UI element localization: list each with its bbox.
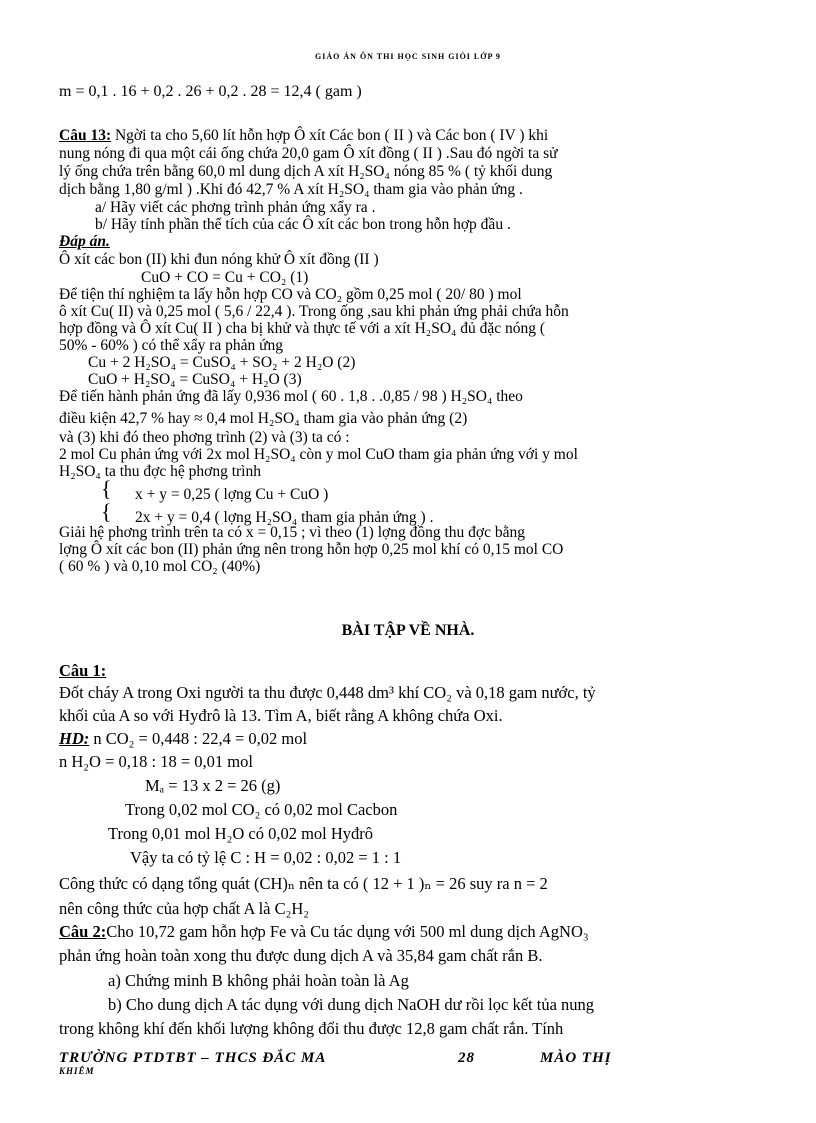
question-label: Câu 13: [59,127,112,144]
text-line: n CO₂ = 0,448 : 22,4 = 0,02 mol [89,729,308,748]
text-line: điều kiện 42,7 % hay ≈ 0,4 mol H₂SO₄ tham gia vào phản ứng (2) [59,410,468,427]
text-line: 2 mol Cu phản ứng với 2x mol H₂SO₄ còn y mol CuO tham gia phản ứng với y mol [59,446,578,463]
text-line: Ô xít các bon (II) khi đun nóng khử Ô xít đồng (II ) [59,251,379,268]
text-line: Để tiến hành phản ứng đã lấy 0,936 mol ( 60 . 1,8 . .0,85 / 98 ) H₂SO₄ theo [59,388,523,405]
text-line: b) Cho dung dịch A tác dụng với dung dịch NaOH dư rồi lọc kết tủa nung [108,995,595,1014]
text-line: Vậy ta có tỷ lệ C : H = 0,02 : 0,02 = 1 : 1 [130,848,402,867]
footer-author: MÀO THỊ [540,1050,612,1066]
text-line: a) Chứng minh B không phải hoàn toàn là Ag [108,971,409,990]
text-line: Trong 0,02 mol CO₂ có 0,02 mol Cacbon [125,800,398,819]
text-line: b/ Hãy tính phần thể tích của các Ô xít các bon trong hỗn hợp đầu . [95,216,511,233]
system-brace: { [101,499,112,524]
text-line: Giải hệ phơng trình trên ta có x = 0,15 ; vì theo (1) lợng đồng thu đợc bằng [59,524,525,541]
text-line: ô xít Cu( II) và 0,25 mol ( 5,6 / 22,4 ). Trong ống ,sau khi phản ứng phải chứa hỗn [59,303,569,320]
equation: CuO + CO = Cu + CO₂ (1) [141,269,309,286]
answer-label: Đáp án. [59,233,110,250]
text-line: nên công thức của hợp chất A là C₂H₂ [59,899,310,918]
text-line: H₂SO₄ ta thu đợc hệ phơng trình [59,463,261,480]
text-line: m = 0,1 . 16 + 0,2 . 26 + 0,2 . 28 = 12,4 ( gam ) [59,83,362,100]
text-line: Đốt cháy A trong Oxi người ta thu được 0,448 dm³ khí CO₂ và 0,18 gam nước, tỷ [59,683,596,702]
equation: CuO + H₂SO₄ = CuSO₄ + H₂O (3) [88,371,302,388]
text-line: Cho 10,72 gam hỗn hợp Fe và Cu tác dụng với 500 ml dung dịch AgNO₃ [106,922,589,941]
text-line: Công thức có dạng tổng quát (CH)ₙ nên ta có ( 12 + 1 )ₙ = 26 suy ra n = 2 [59,874,548,893]
footer-school: TRƯỜNG PTDTBT – THCS ĐẮC MA [59,1050,327,1066]
text-line: Để tiện thí nghiệm ta lấy hỗn hợp CO và CO₂ gồm 0,25 mol ( 20/ 80 ) mol [59,286,522,303]
text-line: ( 60 % ) và 0,10 mol CO₂ (40%) [59,558,261,575]
text-line: và (3) khi đó theo phơng trình (2) và (3) ta có : [59,429,350,446]
question-label: Câu 2: [59,922,107,941]
equation: Cu + 2 H₂SO₄ = CuSO₄ + SO₂ + 2 H₂O (2) [88,354,356,371]
page-header: GIÁO ÁN ÔN THI HỌC SINH GIỎI LỚP 9 [315,52,501,61]
text-line: dịch bằng 1,80 g/ml ) .Khi đó 42,7 % A xít H₂SO₄ tham gia vào phản ứng . [59,181,523,198]
text-line: khối của A so với Hyđrô là 13. Tìm A, biết rằng A không chứa Oxi. [59,706,503,725]
question-label: Câu 1: [59,661,107,680]
text-line: n H₂O = 0,18 : 18 = 0,01 mol [59,752,253,771]
footer-page-number: 28 [458,1050,475,1066]
text-line: Trong 0,01 mol H₂O có 0,02 mol Hyđrô [108,824,374,843]
text-line: hợp đồng và Ô xít Cu( II ) cha bị khử và thực tế với a xít H₂SO₄ đủ đặc nóng ( [59,320,546,337]
text-line: phản ứng hoàn toàn xong thu được dung dịch A và 35,84 gam chất rắn B. [59,946,543,965]
text-line: Ngời ta cho 5,60 lít hỗn hợp Ô xít Các bon ( II ) và Các bon ( IV ) khi [114,127,549,144]
text-line: a/ Hãy viết các phơng trình phản ứng xẩy ra . [95,199,376,216]
equation: 2x + y = 0,4 ( lợng H₂SO₄ tham gia phản ứng ) . [135,509,434,526]
text-line: Mₐ = 13 x 2 = 26 (g) [145,776,281,795]
footer-author-continued: KHIÊM [59,1066,95,1076]
text-line: lý ống chứa trên bằng 60,0 ml dung dịch A xít H₂SO₄ nóng 85 % ( tỷ khối dung [59,163,553,180]
system-brace: { [101,476,112,501]
text-line: nung nóng đi qua một cái ống chứa 20,0 gam Ô xít đồng ( II ) .Sau đó ngời ta sử [59,145,558,162]
text-line: 50% - 60% ) có thể xẩy ra phản ứng [59,337,284,354]
text-line: trong không khí đến khối lượng không đổi thu được 12,8 gam chất rắn. Tính [59,1019,564,1038]
text-line: lợng Ô xít các bon (II) phản ứng nên trong hỗn hợp 0,25 mol khí có 0,15 mol CO [59,541,564,558]
section-title: BÀI TẬP VỀ NHÀ. [341,622,475,639]
hint-label: HD: [59,729,90,748]
equation: x + y = 0,25 ( lợng Cu + CuO ) [135,486,329,503]
